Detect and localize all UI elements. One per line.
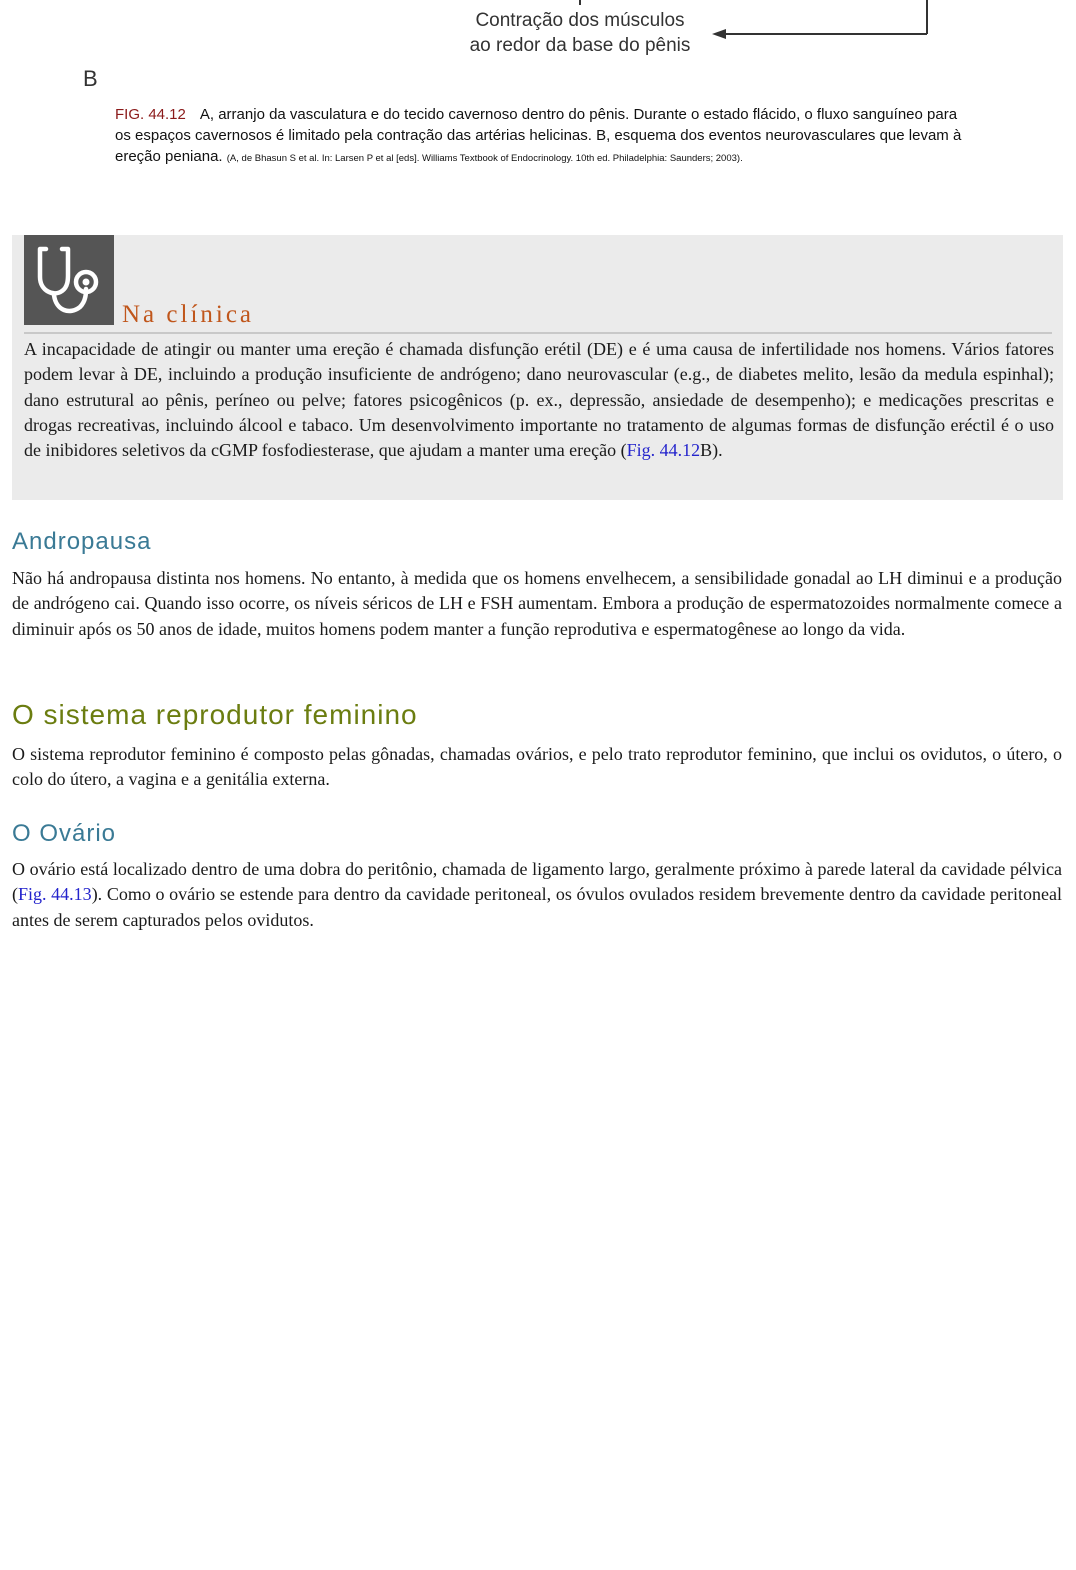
ovario-text: O ovário está localizado dentro de uma dobra do peritônio, chamada de ligamento largo, geralmente próximo à parede lateral da cavidade pélvica ( xyxy=(12,859,1062,905)
figure-label: FIG. 44.12 xyxy=(115,106,186,123)
clinic-body-text: A incapacidade de atingir ou manter uma ereção é chamada disfunção erétil (DE) e é uma causa de infertilidade nos homens. Vários fatores podem levar à DE, incluindo a produção insuficiente de andrógeno; dano neurovascular (e.g., de diabetes melito, lesão da medula espinhal); dano estrutural ao pênis, períneo ou pelve; fatores psicogênicos (p. ex., depressão, ansiedade de desempenho); e medicações prescritas e drogas recreativas, incluindo álcool e tabaco. Um desenvolvimento importante no tratamento de algumas formas de disfunção eréctil é o uso de inibidores seletivos da cGMP fosfodiesterase, que ajudam a manter uma ereção ( xyxy=(24,339,1054,461)
ovario-text-end: ). Como o ovário se estende para dentro da cavidade peritoneal, os óvulos ovulados residem brevemente dentro da cavidade peritoneal antes de serem capturados pelos ovidutos. xyxy=(12,884,1062,930)
clinic-title: Na clínica xyxy=(122,301,255,328)
paragraph-andropausa: Não há andropausa distinta nos homens. No entanto, à medida que os homens envelhecem, a sensibilidade gonadal ao LH diminui e a produção de andrógeno cai. Quando isso ocorre, os níveis séricos de LH e FSH aumentam. Embora a produção de espermatozoides normalmente comece a diminuir após os 50 anos de idade, muitos homens podem manter a função reprodutiva e espermatogênese ao longo da vida. xyxy=(12,568,1062,639)
heading-sistema-feminino: O sistema reprodutor feminino xyxy=(12,699,418,730)
panel-letter: B xyxy=(83,66,98,91)
caption-source: (A, de Bhasun S et al. In: Larsen P et al [eds]. Williams Textbook of Endocrinology. 10th ed. Philadelphia: Saunders; 2003). xyxy=(226,153,743,164)
clinic-body-end: B). xyxy=(700,440,723,461)
diagram-box-label xyxy=(450,8,710,58)
paragraph-sistema-feminino: O sistema reprodutor feminino é composto pelas gônadas, chamadas ovários, e pelo trato reprodutor feminino, que inclui os ovidutos, o útero, o colo do útero, a vagina e a genitália externa. xyxy=(12,744,1062,790)
clinic-fig-link[interactable]: Fig. 44.12 xyxy=(626,440,701,461)
clinic-box xyxy=(12,235,1063,500)
clinic-divider xyxy=(24,332,1052,334)
caption-text: A, arranjo da vasculatura e do tecido cavernoso dentro do pênis. Durante o estado flácido, o fluxo sanguíneo para os espaços cavernosos é limitado pela contração das artérias helicinas. B, esquema dos eventos neurovasculares que levam à ereção peniana. xyxy=(115,106,962,165)
diagram-label-line2: ao redor da base do pênis xyxy=(469,35,691,56)
diagram-arrowhead xyxy=(712,29,726,39)
heading-ovario: O Ovário xyxy=(12,820,117,847)
stethoscope-icon xyxy=(24,235,114,325)
paragraph-ovario xyxy=(12,857,1062,933)
ovario-fig-link[interactable]: Fig. 44.13 xyxy=(18,884,92,905)
figure-caption xyxy=(115,104,975,169)
diagram-label-line1: Contração dos músculos xyxy=(475,10,685,31)
clinic-body xyxy=(24,337,1054,463)
heading-andropausa: Andropausa xyxy=(12,528,152,555)
